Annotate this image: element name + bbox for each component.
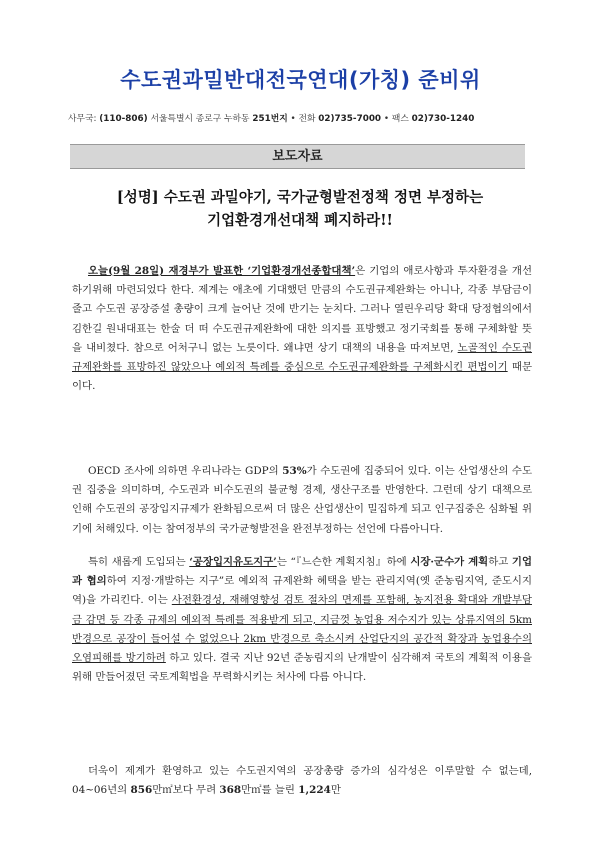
p4-number-2: 368 [219, 784, 242, 797]
press-release-band: 보도자료 [70, 144, 525, 169]
paragraph-2 [72, 462, 532, 539]
p3-bold-2: 시장·군수가 계획 [410, 556, 489, 568]
p4-text-4: 만 [330, 784, 341, 797]
p3-underlined: 사전환경성, 재해영향성 검토 절차의 면제를 포함해, 농지전용 확대와 개발부담금 감면 등 각종 규제의 예외적 특례를 적용받게 되고, 지금껏 농업용 저수지가 있는 상류지역의 5km 반경으로 공장이 들어설 수 없었으나 2km 반경으로 축소시켜 산업단지의 공간적 확장과 농업용수의 오염피해를 방기하려 [72, 594, 532, 665]
contact-line [68, 111, 538, 124]
p1-body: 은 기업의 애로사항과 투자환경을 개선하기위해 마련되었다 한다. 제계는 애초에 기대했던 만큼의 수도권규제완화는 아니나, 각종 부담금이 줄고 수도권 공장증설 총량이 크게 늘어난 것에 반기는 눈치다. 그러나 열린우리당 확대 당정협의에서 김한길 원내대표는 한술 더 떠 수도권규제완화에 대한 의지를 표방했고 정기국회를 통해 구체화할 뜻을 내비쳤다. 참으로 어처구니 없는 노릇이다. 왜냐면 상기 대책의 내용을 따져보면, [72, 265, 533, 354]
organization-title: 수도권과밀반대전국연대(가칭) 준비위 [120, 68, 481, 92]
p3-bold-3: 기업과 협의 [72, 556, 532, 588]
p1-lead: 오늘(9월 28일) 재경부가 발표한 ‘기업환경개선종합대책’ [88, 265, 356, 277]
p4-number-3: 1,224 [298, 784, 331, 797]
headline-line-2: 기업환경개선대책 폐지하라!! [207, 212, 393, 229]
p4-text-1: 더욱이 제계가 환영하고 있는 수도권지역의 공장총량 증가의 심각성은 이루말할 수 없는데, 04~06년의 [72, 765, 532, 797]
p1-underlined: 노골적인 수도권규제완화를 표방하진 않았으나 예외적 특례를 중심으로 수도권규제완화를 구체화시킨 편법이기 [72, 341, 532, 374]
paragraph-4 [72, 762, 532, 800]
p2-percent: 53% [282, 465, 307, 477]
contact-label: 사무국: [68, 114, 97, 124]
p1-tail: 때문이다. [72, 361, 532, 393]
address-number: 251번지 [252, 114, 288, 124]
p3-text-5: 하고 있다. 결국 지난 92년 준농림지의 난개발이 심각해져 국토의 계획적 이용을 위해 만들어졌던 국토계획법을 무력화시키는 처사에 다름 아니다. [72, 652, 533, 684]
p4-text-2: 만㎡보다 무려 [152, 784, 220, 797]
p2-text-1: OECD 조사에 의하면 우리나라는 GDP의 [88, 465, 283, 477]
fax-label: • 팩스 [383, 114, 409, 124]
p3-text-2: 는 “『느슨한 계획지침』하에 [276, 556, 411, 568]
p2-text-2: 가 수도권에 집중되어 있다. 이는 산업생산의 수도권 집중을 의미하며, 수도권과 비수도권의 불균형 경제, 생산구조를 반영한다. 그런데 상기 대책으로 인해 수도권의 공장입지규제가 완화됨으로써 더 많은 산업생산이 밀집하게 되고 인구집중은 심화될 위기에 처해있다. 이는 참여정부의 국가균형발전을 완전부정하는 선언에 다름아니다. [72, 465, 532, 535]
p4-number-1: 856 [130, 784, 153, 797]
p4-text-3: 만㎡를 늘린 [241, 784, 299, 797]
fax-number: 02)730-1240 [411, 114, 475, 124]
tel-number: 02)735-7000 [318, 114, 382, 124]
statement-headline [60, 186, 540, 232]
address: 서울특별시 종로구 누하동 [150, 114, 250, 124]
tel-label: • 전화 [290, 114, 316, 124]
headline-line-1: [성명] 수도권 과밀야기, 국가균형발전정책 정면 부정하는 [116, 189, 484, 206]
p3-text-4: 하여 지정·개발하는 지구”로 예외적 규제완화 혜택을 받는 관리지역(옛 준농림지역, 준도시지역)을 가리킨다. 이는 [72, 575, 533, 607]
paragraph-1 [72, 262, 532, 396]
p3-text-3: 하고 [488, 556, 512, 568]
paragraph-3 [72, 553, 532, 687]
postal-code: (110-806) [99, 114, 148, 124]
p3-bold-1: ‘공장입지유도지구’ [189, 556, 277, 568]
p3-text-1: 특히 새롭게 도입되는 [88, 556, 190, 568]
